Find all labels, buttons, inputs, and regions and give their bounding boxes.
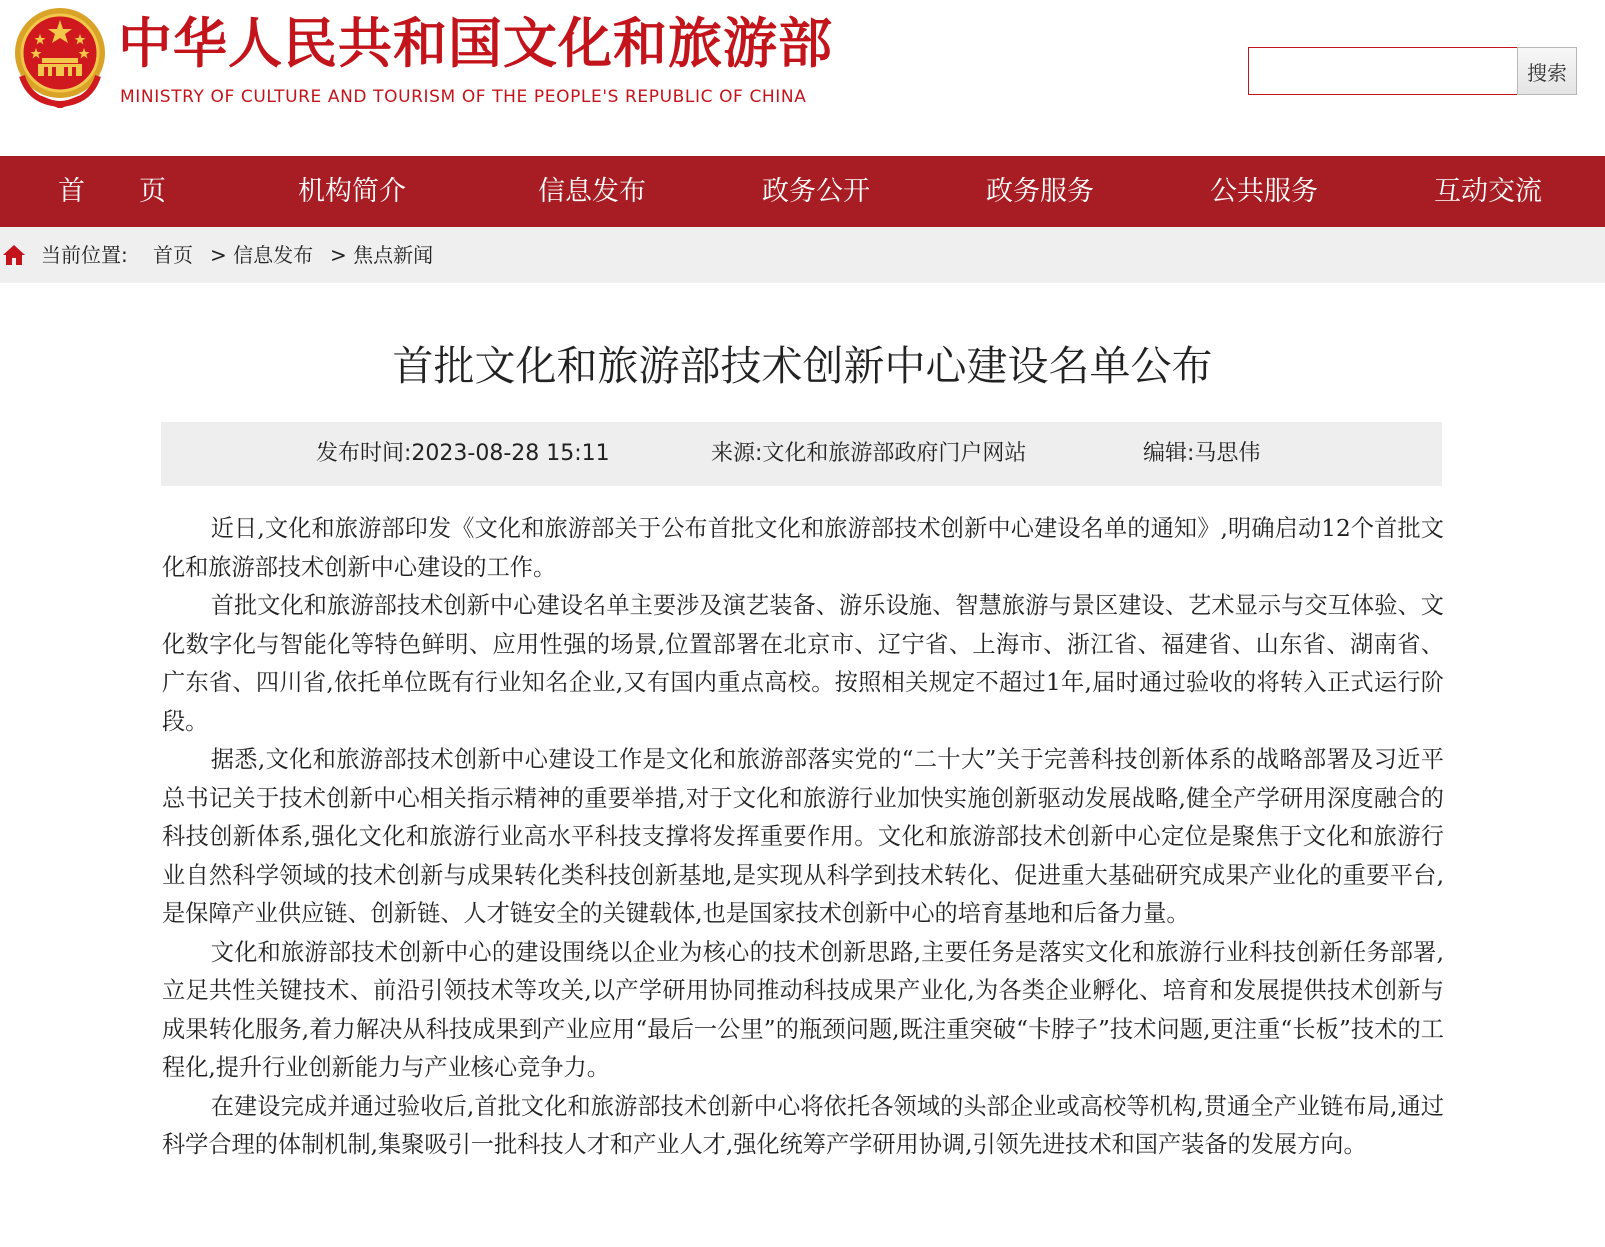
home-icon	[2, 244, 26, 266]
article-title: 首批文化和旅游部技术创新中心建设名单公布	[392, 342, 1213, 390]
nav-item-home[interactable]: 首 页	[58, 176, 166, 207]
nav-item-government-services[interactable]: 政务服务	[986, 176, 1094, 207]
publish-time: 发布时间:2023-08-28 15:11	[316, 441, 610, 466]
article-editor: 编辑:马思伟	[1143, 441, 1261, 466]
article-body	[162, 510, 1444, 1165]
search-input[interactable]	[1248, 47, 1518, 95]
site-header	[0, 0, 1605, 155]
nav-item-news[interactable]: 信息发布	[538, 176, 646, 207]
nav-item-government-affairs[interactable]: 政务公开	[762, 176, 870, 207]
nav-item-about[interactable]: 机构简介	[298, 176, 406, 207]
search-button[interactable]: 搜索	[1517, 47, 1577, 95]
breadcrumb-item-focus-news[interactable]: > 焦点新闻	[330, 243, 434, 267]
article-meta	[161, 422, 1442, 486]
article-paragraph: 文化和旅游部技术创新中心的建设围绕以企业为核心的技术创新思路,主要任务是落实文化和旅游行业科技创新任务部署,立足共性关键技术、前沿引领技术等攻关,以产学研用协同推动科技成果产业化,为各类企业孵化、培育和发展提供技术创新与成果转化服务,着力解决从科技成果到产业应用“最后一公里”的瓶颈问题,既注重突破“卡脖子”技术问题,更注重“长板”技术的工程化,提升行业创新能力与产业核心竞争力。	[162, 938, 1444, 1081]
article-source: 来源:文化和旅游部政府门户网站	[711, 441, 1027, 466]
main-nav	[0, 156, 1605, 227]
article-paragraph: 近日,文化和旅游部印发《文化和旅游部关于公布首批文化和旅游部技术创新中心建设名单的通知》,明确启动12个首批文化和旅游部技术创新中心建设的工作。	[162, 515, 1444, 581]
article-paragraph: 据悉,文化和旅游部技术创新中心建设工作是文化和旅游部落实党的“二十大”关于完善科技创新体系的战略部署及习近平总书记关于技术创新中心相关指示精神的重要举措,对于文化和旅游行业加快实施创新驱动发展战略,健全产学研用深度融合的科技创新体系,强化文化和旅游行业高水平科技支撑将发挥重要作用。文化和旅游部技术创新中心定位是聚焦于文化和旅游行业自然科学领域的技术创新与成果转化类科技创新基地,是实现从科学到技术转化、促进重大基础研究成果产业化的重要平台,是保障产业供应链、创新链、人才链安全的关键载体,也是国家技术创新中心的培育基地和后备力量。	[162, 746, 1444, 927]
search-box	[1248, 47, 1578, 95]
breadcrumb-prefix: 当前位置:	[41, 243, 128, 267]
breadcrumb-item-home[interactable]: 首页	[153, 243, 193, 267]
nav-item-interaction[interactable]: 互动交流	[1434, 176, 1542, 207]
site-name-cn[interactable]: 中华人民共和国文化和旅游部	[118, 12, 833, 75]
article-paragraph: 在建设完成并通过验收后,首批文化和旅游部技术创新中心将依托各领域的头部企业或高校等机构,贯通全产业链布局,通过科学合理的体制机制,集聚吸引一批科技人才和产业人才,强化统筹产学研用协调,引领先进技术和国产装备的发展方向。	[162, 1092, 1444, 1158]
breadcrumb-item-news[interactable]: > 信息发布	[210, 243, 314, 267]
site-name-en: MINISTRY OF CULTURE AND TOURISM OF THE PEOPLE'S REPUBLIC OF CHINA	[120, 87, 807, 107]
article-paragraph: 首批文化和旅游部技术创新中心建设名单主要涉及演艺装备、游乐设施、智慧旅游与景区建设、艺术显示与交互体验、文化数字化与智能化等特色鲜明、应用性强的场景,位置部署在北京市、辽宁省、上海市、浙江省、福建省、山东省、湖南省、广东省、四川省,依托单位既有行业知名企业,又有国内重点高校。按照相关规定不超过1年,届时通过验收的将转入正式运行阶段。	[162, 592, 1444, 735]
nav-item-public-services[interactable]: 公共服务	[1210, 176, 1318, 207]
breadcrumb	[0, 227, 1605, 283]
national-emblem-icon[interactable]	[10, 6, 110, 108]
